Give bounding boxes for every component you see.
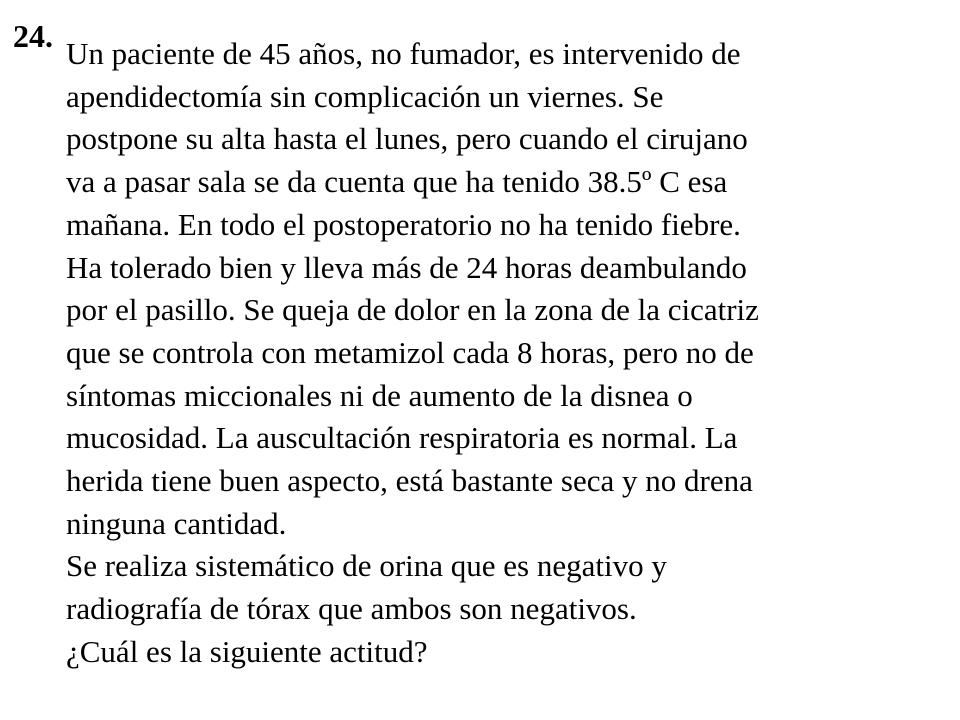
question-line: Ha tolerado bien y lleva más de 24 horas deambulando xyxy=(66,249,747,285)
question-line: radiografía de tórax que ambos son negativos. xyxy=(66,591,637,627)
question-line: va a pasar sala se da cuenta que ha tenido 38.5º C esa xyxy=(66,164,728,200)
question-prompt: ¿Cuál es la siguiente actitud? xyxy=(66,633,428,669)
question-line: Un paciente de 45 años, no fumador, es intervenido de xyxy=(66,36,741,71)
question-line: mañana. En todo el postoperatorio no ha tenido fiebre. xyxy=(66,206,741,242)
question-line: ninguna cantidad. xyxy=(66,505,287,541)
question-text xyxy=(66,33,956,674)
question-line: apendidectomía sin complicación un viernes. Se xyxy=(66,78,664,114)
question-line: que se controla con metamizol cada 8 horas, pero no de xyxy=(66,334,754,370)
question-line: Se realiza sistemático de orina que es negativo y xyxy=(66,548,667,584)
question-line: herida tiene buen aspecto, está bastante seca y no drena xyxy=(66,463,753,499)
question-line: síntomas miccionales ni de aumento de la disnea o xyxy=(66,377,693,413)
question-line: por el pasillo. Se queja de dolor en la zona de la cicatriz xyxy=(66,292,759,328)
question-line: postpone su alta hasta el lunes, pero cuando el cirujano xyxy=(66,121,748,157)
question-line: mucosidad. La auscultación respiratoria es normal. La xyxy=(66,420,738,456)
question-number: 24. xyxy=(13,18,53,54)
